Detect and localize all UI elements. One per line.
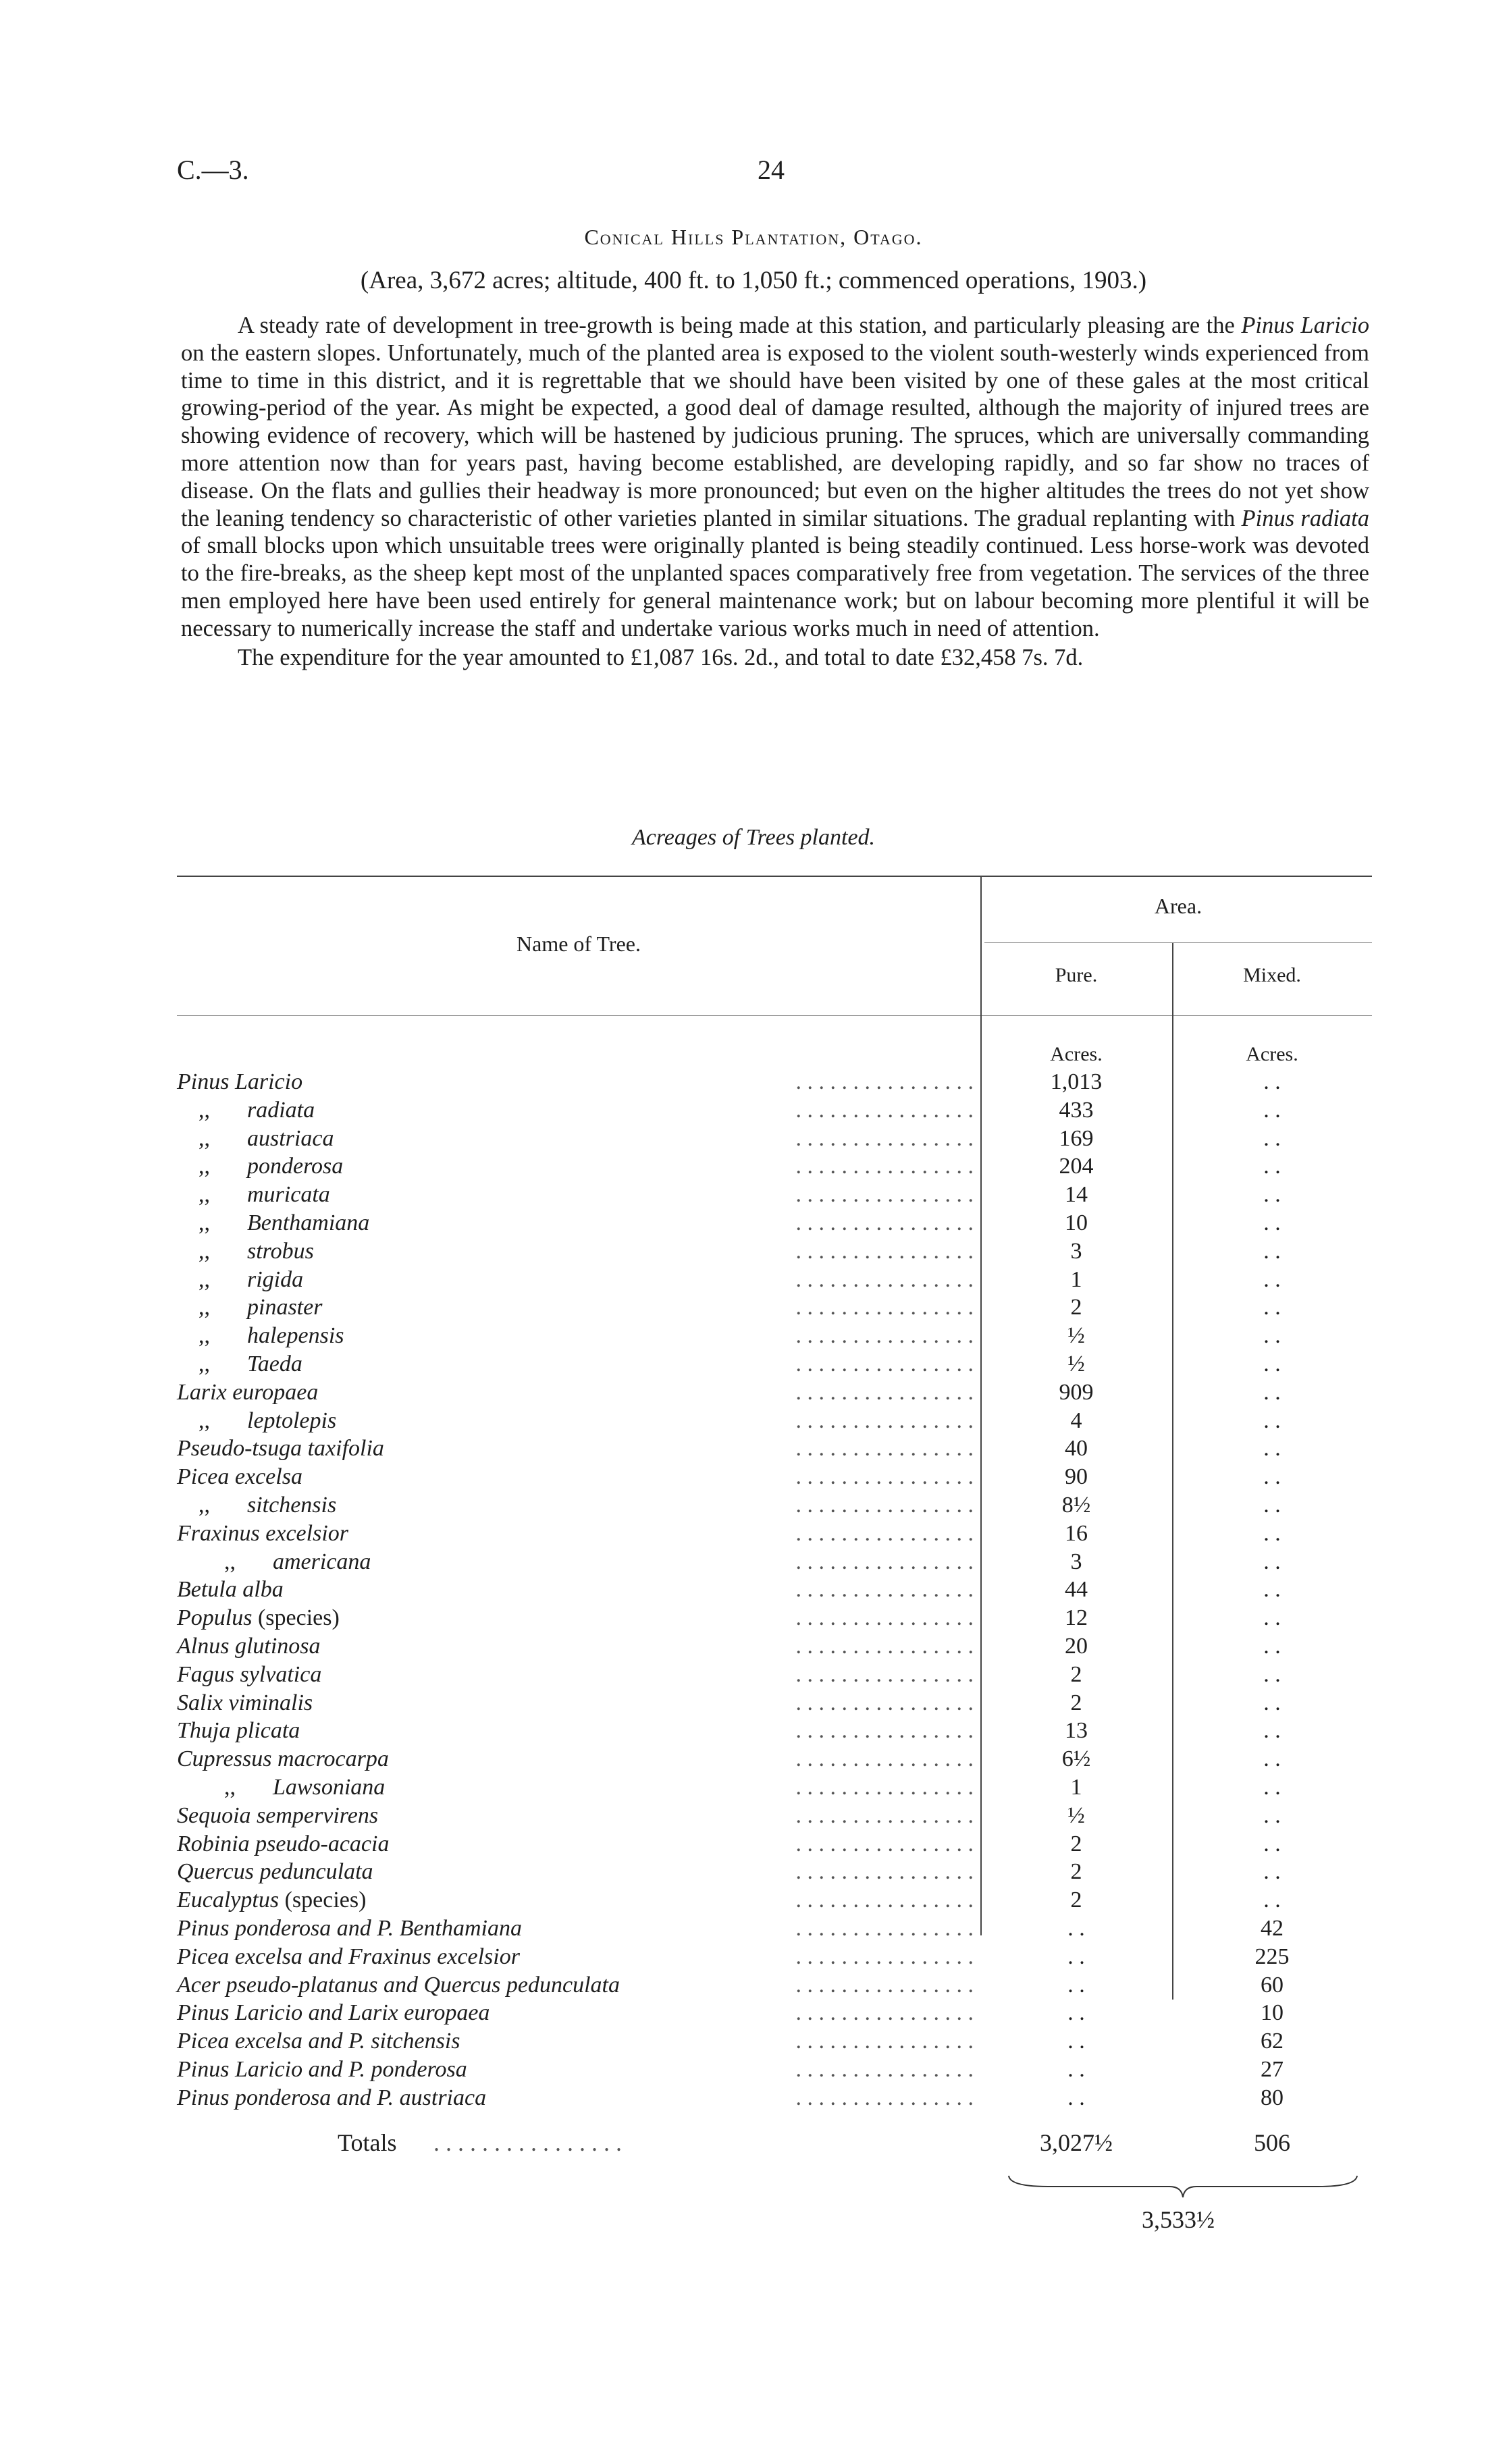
pure-acres: 10: [1065, 1210, 1088, 1235]
species: strobus: [247, 1238, 314, 1264]
dot-leaders: . . . . . . . . . . . . . . . .: [795, 1944, 974, 1969]
species: and Fraxinus excelsior: [308, 1944, 520, 1969]
column-header-pure: Pure.: [1055, 964, 1098, 986]
dot-leaders: . . . . . . . . . . . . . . . .: [795, 1182, 974, 1208]
dot-leaders: . . . . . . . . . . . . . . . .: [795, 1379, 974, 1405]
unit-label-mixed: Acres.: [1246, 1043, 1298, 1065]
tree-name: [177, 1520, 348, 1548]
mixed-acres: 10: [1261, 2000, 1284, 2026]
dot-leaders: . . . . . . . . . . . . . . . .: [795, 1295, 974, 1320]
table-row: [177, 1491, 1372, 1520]
table-row: [177, 1914, 1372, 1943]
ditto-mark: ,,: [199, 1408, 210, 1433]
dot-leaders: . . . . . . . . . . . . . . . .: [795, 1210, 974, 1235]
ditto-mark: ,,: [224, 1774, 236, 1800]
mixed-acres: . .: [1263, 1182, 1281, 1208]
pure-acres: 3: [1070, 1238, 1082, 1264]
tree-name: [177, 2027, 460, 2056]
ditto-mark: ,,: [199, 1238, 210, 1264]
species: and Larix europaea: [308, 2000, 490, 2026]
mixed-acres: . .: [1263, 1549, 1281, 1574]
ditto-mark: ,,: [199, 1154, 210, 1179]
mixed-acres: 225: [1254, 1944, 1290, 1969]
genus: Pinus Laricio: [177, 2000, 303, 2026]
dot-leaders: . . . . . . . . . . . . . . . .: [795, 1238, 974, 1264]
species: pedunculata: [259, 1859, 373, 1885]
pure-acres: 433: [1059, 1097, 1094, 1123]
pure-acres: 6½: [1061, 1746, 1091, 1772]
ditto-mark: ,,: [199, 1125, 210, 1151]
pure-acres: 44: [1065, 1577, 1088, 1603]
species: leptolepis: [247, 1408, 337, 1433]
pure-acres: . .: [1067, 1944, 1085, 1969]
mixed-acres: . .: [1263, 1238, 1281, 1264]
genus: Pseudo-tsuga: [177, 1436, 302, 1462]
tree-name: [177, 1491, 336, 1520]
header-bottom-rule: [177, 1015, 1372, 1016]
table-row: [177, 1293, 1372, 1322]
tree-name: [177, 1604, 340, 1632]
genus: Populus: [177, 1605, 253, 1631]
mixed-acres: . .: [1263, 1097, 1281, 1123]
page-header: [177, 154, 1372, 194]
species: and P. austriaca: [336, 2085, 487, 2110]
pure-acres: 1: [1070, 1774, 1082, 1800]
mixed-acres: . .: [1263, 1802, 1281, 1828]
pure-acres: ½: [1067, 1802, 1085, 1828]
dot-leaders: . . . . . . . . . . . . . . . .: [795, 1774, 974, 1800]
table-row: [177, 1717, 1372, 1745]
pure-acres: 1: [1070, 1266, 1082, 1292]
dot-leaders: . . . . . . . . . . . . . . . .: [795, 1097, 974, 1123]
grand-total: 3,533½: [1142, 2206, 1215, 2233]
species: and P. Benthamiana: [336, 1915, 522, 1941]
genus: Pinus Laricio: [177, 2056, 303, 2082]
mixed-acres: . .: [1263, 1661, 1281, 1687]
table-row: [177, 1378, 1372, 1407]
species: sitchensis: [247, 1492, 337, 1518]
species: pseudo-acacia: [255, 1831, 390, 1856]
mixed-acres: . .: [1263, 1690, 1281, 1715]
genus: Cupressus: [177, 1746, 272, 1772]
tree-name: [177, 2084, 486, 2112]
mixed-acres: . .: [1263, 1520, 1281, 1546]
dot-leaders: . . . . . . . . . . . . . . . .: [795, 1323, 974, 1349]
species: radiata: [247, 1097, 315, 1123]
table-row: [177, 1548, 1372, 1576]
table-row: [177, 1237, 1372, 1266]
species: Laricio: [234, 1069, 303, 1094]
tree-name: [177, 1943, 520, 1971]
totals-label: Totals: [338, 2129, 397, 2156]
species: sylvatica: [240, 1661, 322, 1687]
table-row: [177, 1463, 1372, 1491]
paragraph-2: The expenditure for the year amounted to £1,087 16s. 2d., and total to date £32,458 7s. 7d.: [238, 644, 1084, 670]
tree-name: [177, 1914, 522, 1943]
pure-acres: 2: [1070, 1831, 1082, 1856]
pure-acres: 40: [1065, 1436, 1088, 1462]
table-row: [177, 1632, 1372, 1661]
genus: Acer pseudo-platanus: [177, 1972, 378, 1998]
tree-name: [177, 1237, 314, 1266]
table-row: [177, 1745, 1372, 1773]
dot-leaders: . . . . . . . . . . . . . . . .: [795, 1266, 974, 1292]
mixed-acres: . .: [1263, 1436, 1281, 1462]
tree-name: [177, 1576, 284, 1604]
species: ponderosa: [247, 1154, 344, 1179]
column-header-area: Area.: [1154, 894, 1202, 918]
mixed-acres: . .: [1263, 1351, 1281, 1376]
species: muricata: [247, 1182, 330, 1208]
table-body: [177, 1068, 1372, 2112]
section-subtitle: (Area, 3,672 acres; altitude, 400 ft. to 1,050 ft.; commenced operations, 1903.): [360, 267, 1147, 294]
dot-leaders: . . . . . . . . . . . . . . . .: [795, 1577, 974, 1603]
pure-acres: 20: [1065, 1633, 1088, 1659]
pure-acres: 14: [1065, 1182, 1088, 1208]
tree-name: [177, 1293, 322, 1322]
tree-name: [177, 1971, 620, 2000]
tree-name: [177, 1350, 302, 1378]
mixed-acres: 27: [1261, 2056, 1284, 2082]
pure-acres: . .: [1067, 2085, 1085, 2110]
pure-acres: 2: [1070, 1690, 1082, 1715]
tree-name: [177, 1378, 318, 1407]
tree-name: [177, 1407, 336, 1435]
genus: Fraxinus: [177, 1520, 260, 1546]
mixed-acres: . .: [1263, 1633, 1281, 1659]
ditto-mark: ,,: [199, 1266, 210, 1292]
table-row: [177, 1802, 1372, 1830]
species: Taeda: [247, 1351, 302, 1376]
total-brace: [1007, 2173, 1358, 2200]
species: and Quercus pedunculata: [383, 1972, 620, 1998]
table-top-rule: [177, 876, 1372, 877]
tree-name: [177, 1125, 334, 1153]
table-row: [177, 1125, 1372, 1153]
species: (species): [257, 1605, 340, 1631]
mixed-acres: . .: [1263, 1379, 1281, 1405]
table-row: [177, 1576, 1372, 1604]
genus: Picea: [177, 1464, 230, 1490]
genus: Thuja: [177, 1718, 231, 1744]
tree-name: [177, 1689, 313, 1717]
tree-name: [177, 1661, 321, 1689]
table-row: [177, 1943, 1372, 1971]
species: taxifolia: [307, 1436, 384, 1462]
dot-leaders: . . . . . . . . . . . . . . . .: [795, 1718, 974, 1744]
table-row: [177, 1096, 1372, 1125]
table-row: [177, 1661, 1372, 1689]
pure-acres: 16: [1065, 1520, 1088, 1546]
table-row: [177, 2027, 1372, 2056]
genus: Pinus ponderosa: [177, 2085, 332, 2110]
paragraph-1-part-a: A steady rate of development in tree-growth is being made at this station, and particularly pleasing are the: [238, 313, 1242, 338]
genus: Eucalyptus: [177, 1887, 280, 1913]
pure-acres: 3: [1070, 1549, 1082, 1574]
tree-name: [177, 1830, 389, 1858]
pure-acres: 12: [1065, 1605, 1088, 1631]
pure-acres: ½: [1067, 1351, 1085, 1376]
dot-leaders: . . . . . . . . . . . . . . . .: [795, 1549, 974, 1574]
area-divider-rule: [984, 942, 1372, 943]
dot-leaders: . . . . . . . . . . . . . . . .: [795, 1661, 974, 1687]
species: glutinosa: [234, 1633, 321, 1659]
dot-leaders: . . . . . . . . . . . . . . . .: [795, 1915, 974, 1941]
tree-name: [177, 1322, 344, 1350]
table-row: [177, 1266, 1372, 1294]
species: viminalis: [228, 1690, 313, 1715]
dot-leaders: . . . . . . . . . . . . . . . .: [795, 2000, 974, 2026]
pure-acres: 90: [1065, 1464, 1088, 1490]
species: sempervirens: [257, 1802, 379, 1828]
dot-leaders: . . . . . . . . . . . . . . . .: [795, 1831, 974, 1856]
document-reference: C.—3.: [177, 155, 249, 185]
table-row: [177, 1773, 1372, 1802]
genus: Picea excelsa: [177, 1944, 302, 1969]
tree-name: [177, 1999, 490, 2027]
species-name: Pinus Laricio: [1241, 313, 1369, 338]
table-row: [177, 1830, 1372, 1858]
genus: Fagus: [177, 1661, 234, 1687]
genus: Sequoia: [177, 1802, 251, 1828]
species: americana: [273, 1549, 371, 1574]
table-row: [177, 1520, 1372, 1548]
tree-name: [177, 1463, 302, 1491]
table-row: [177, 1999, 1372, 2027]
dot-leaders: . . . . . . . . . . . . . . . .: [795, 1887, 974, 1913]
pure-acres: 2: [1070, 1661, 1082, 1687]
mixed-acres: . .: [1263, 1464, 1281, 1490]
table-row: [177, 2056, 1372, 2084]
mixed-acres: 60: [1261, 1972, 1284, 1998]
mixed-acres: . .: [1263, 1746, 1281, 1772]
paragraph-1-part-c: of small blocks upon which unsuitable trees were originally planted is being steadily continued. Less horse-work was devoted to the fire-breaks, as the sheep kept most of the unplanted spaces comparatively free from vegetation. The services of the three men employed here have been used entirely for general maintenance work; but on labour becoming more plentiful it will be necessary to numerically increase the staff and undertake various works much in need of attention.: [181, 533, 1369, 641]
ditto-mark: ,,: [224, 1549, 236, 1574]
table-row: [177, 1407, 1372, 1435]
table-row: [177, 1604, 1372, 1632]
tree-name: [177, 1152, 343, 1181]
tree-name: [177, 1802, 378, 1830]
dot-leaders: . . . . . . . . . . . . . . . .: [795, 1154, 974, 1179]
mixed-acres: . .: [1263, 1831, 1281, 1856]
table-title: Acreages of Trees planted.: [631, 825, 876, 850]
mixed-acres: . .: [1263, 1295, 1281, 1320]
table-row: [177, 1152, 1372, 1181]
table-row: [177, 1181, 1372, 1209]
dot-leaders: . . . . . . . . . . . . . . . .: [795, 1069, 974, 1094]
section-title: Conical Hills Plantation, Otago.: [584, 225, 923, 249]
pure-acres: . .: [1067, 2029, 1085, 2054]
pure-acres: 1,013: [1050, 1069, 1103, 1094]
tree-name: [177, 1886, 366, 1914]
table-row: [177, 1858, 1372, 1886]
mixed-acres: 42: [1261, 1915, 1284, 1941]
totals-row: [177, 2128, 1372, 2162]
tree-name: [177, 1266, 303, 1294]
genus: Robinia: [177, 1831, 250, 1856]
table-row: [177, 2084, 1372, 2112]
table-row: [177, 1435, 1372, 1463]
pure-acres: 2: [1070, 1887, 1082, 1913]
dot-leaders: . . . . . . . . . . . . . . . .: [795, 1859, 974, 1885]
tree-name: [177, 1181, 330, 1209]
ditto-mark: ,,: [199, 1492, 210, 1518]
pure-acres: 2: [1070, 1295, 1082, 1320]
species: plicata: [236, 1718, 300, 1744]
genus: Larix: [177, 1379, 227, 1405]
dot-leaders: . . . . . . . . . . . . . . . .: [795, 1492, 974, 1518]
genus: Picea excelsa: [177, 2029, 302, 2054]
mixed-acres: . .: [1263, 1266, 1281, 1292]
pure-acres: . .: [1067, 1915, 1085, 1941]
genus: Pinus: [177, 1069, 230, 1094]
tree-name: [177, 2056, 467, 2084]
table-row: [177, 1689, 1372, 1717]
mixed-acres: 80: [1261, 2085, 1284, 2110]
mixed-acres: . .: [1263, 1577, 1281, 1603]
genus: Quercus: [177, 1859, 254, 1885]
species: Benthamiana: [247, 1210, 370, 1235]
species: and P. ponderosa: [308, 2056, 467, 2082]
pure-acres: 169: [1059, 1125, 1094, 1151]
unit-label-pure: Acres.: [1050, 1043, 1103, 1065]
table-row: [177, 1068, 1372, 1096]
dot-leaders: . . . . . . . . . . . . . . . .: [795, 1802, 974, 1828]
genus: Salix: [177, 1690, 223, 1715]
ditto-mark: ,,: [199, 1351, 210, 1376]
dot-leaders: . . . . . . . . . . . . . . . .: [795, 1746, 974, 1772]
mixed-acres: . .: [1263, 1718, 1281, 1744]
species: rigida: [247, 1266, 304, 1292]
dot-leaders: . . . . . . . . . . . . . . . .: [795, 2056, 974, 2082]
dot-leaders: . . . . . . . . . . . . . . . .: [795, 1436, 974, 1462]
paragraph-1-part-b: on the eastern slopes. Unfortunately, much of the planted area is exposed to the violent south-westerly winds experienced from time to time in this district, and it is regrettable that we should have been visited by one of these gales at the most critical growing-period of the year. As might be expected, a good deal of damage resulted, although the majority of injured trees are showing evidence of recovery, which will be hastened by judicious pruning. The spruces, which are universally commanding more attention now than for years past, having become established, are developing rapidly, and so far show no traces of disease. On the flats and gullies their headway is more pronounced; but even on the higher altitudes the trees do not yet show the leaning tendency so characteristic of other varieties planted in similar situations. The gradual replanting with: [181, 340, 1369, 531]
mixed-acres: . .: [1263, 1605, 1281, 1631]
ditto-mark: ,,: [199, 1323, 210, 1349]
ditto-mark: ,,: [199, 1097, 210, 1123]
column-header-mixed: Mixed.: [1243, 964, 1301, 986]
pure-acres: 909: [1059, 1379, 1094, 1405]
pure-acres: 13: [1065, 1718, 1088, 1744]
pure-acres: . .: [1067, 2056, 1085, 2082]
dot-leaders: . . . . . . . . . . . . . . . .: [795, 2085, 974, 2110]
species: halepensis: [247, 1323, 344, 1349]
species: macrocarpa: [277, 1746, 389, 1772]
mixed-acres: . .: [1263, 1210, 1281, 1235]
mixed-acres: . .: [1263, 1859, 1281, 1885]
dot-leaders: . . . . . . . . . . . . . . . .: [795, 1633, 974, 1659]
pure-acres: 8½: [1061, 1492, 1091, 1518]
paragraph-1: [181, 312, 1369, 643]
pure-acres: ½: [1067, 1323, 1085, 1349]
pure-acres: 4: [1070, 1408, 1082, 1433]
totals-leaders: . . . . . . . . . . . . . . . .: [433, 2129, 622, 2156]
mixed-acres: . .: [1263, 1154, 1281, 1179]
tree-name: [177, 1717, 300, 1745]
ditto-mark: ,,: [199, 1295, 210, 1320]
species: alba: [242, 1577, 284, 1603]
dot-leaders: . . . . . . . . . . . . . . . .: [795, 1464, 974, 1490]
tree-name: [177, 1632, 321, 1661]
column-header-name: Name of Tree.: [517, 932, 641, 956]
species: pinaster: [247, 1295, 323, 1320]
species: excelsa: [234, 1464, 302, 1490]
tree-name: [177, 1548, 371, 1576]
ditto-mark: ,,: [199, 1182, 210, 1208]
table-row: [177, 1350, 1372, 1378]
mixed-acres: . .: [1263, 1774, 1281, 1800]
dot-leaders: . . . . . . . . . . . . . . . .: [795, 1972, 974, 1998]
table-row: [177, 1971, 1372, 2000]
tree-name: [177, 1858, 373, 1886]
genus: Pinus ponderosa: [177, 1915, 332, 1941]
tree-name: [177, 1773, 385, 1802]
table-row: [177, 1886, 1372, 1914]
mixed-acres: 62: [1261, 2029, 1284, 2054]
totals-pure: 3,027½: [1040, 2129, 1113, 2156]
pure-acres: 2: [1070, 1859, 1082, 1885]
dot-leaders: . . . . . . . . . . . . . . . .: [795, 1520, 974, 1546]
pure-acres: . .: [1067, 2000, 1085, 2026]
species: europaea: [232, 1379, 319, 1405]
page-number: 24: [758, 155, 785, 185]
mixed-acres: . .: [1263, 1887, 1281, 1913]
species: and P. sitchensis: [308, 2029, 460, 2054]
species: austriaca: [247, 1125, 334, 1151]
species: (species): [284, 1887, 367, 1913]
dot-leaders: . . . . . . . . . . . . . . . .: [795, 2029, 974, 2054]
tree-name: [177, 1435, 384, 1463]
body-text: [181, 312, 1369, 671]
acreage-table: [177, 876, 1372, 2110]
species: excelsior: [265, 1520, 348, 1546]
mixed-acres: . .: [1263, 1323, 1281, 1349]
dot-leaders: . . . . . . . . . . . . . . . .: [795, 1408, 974, 1433]
table-row: [177, 1209, 1372, 1237]
totals-mixed: 506: [1254, 2129, 1290, 2156]
species-name: Pinus radiata: [1241, 505, 1369, 531]
dot-leaders: . . . . . . . . . . . . . . . .: [795, 1605, 974, 1631]
pure-acres: 204: [1059, 1154, 1094, 1179]
dot-leaders: . . . . . . . . . . . . . . . .: [795, 1125, 974, 1151]
mixed-acres: . .: [1263, 1492, 1281, 1518]
tree-name: [177, 1745, 389, 1773]
dot-leaders: . . . . . . . . . . . . . . . .: [795, 1690, 974, 1715]
mixed-acres: . .: [1263, 1408, 1281, 1433]
pure-acres: . .: [1067, 1972, 1085, 1998]
mixed-acres: . .: [1263, 1069, 1281, 1094]
tree-name: [177, 1209, 369, 1237]
mixed-acres: . .: [1263, 1125, 1281, 1151]
dot-leaders: . . . . . . . . . . . . . . . .: [795, 1351, 974, 1376]
genus: Betula: [177, 1577, 237, 1603]
tree-name: [177, 1068, 302, 1096]
genus: Alnus: [177, 1633, 230, 1659]
ditto-mark: ,,: [199, 1210, 210, 1235]
tree-name: [177, 1096, 315, 1125]
table-row: [177, 1322, 1372, 1350]
species: Lawsoniana: [273, 1774, 386, 1800]
